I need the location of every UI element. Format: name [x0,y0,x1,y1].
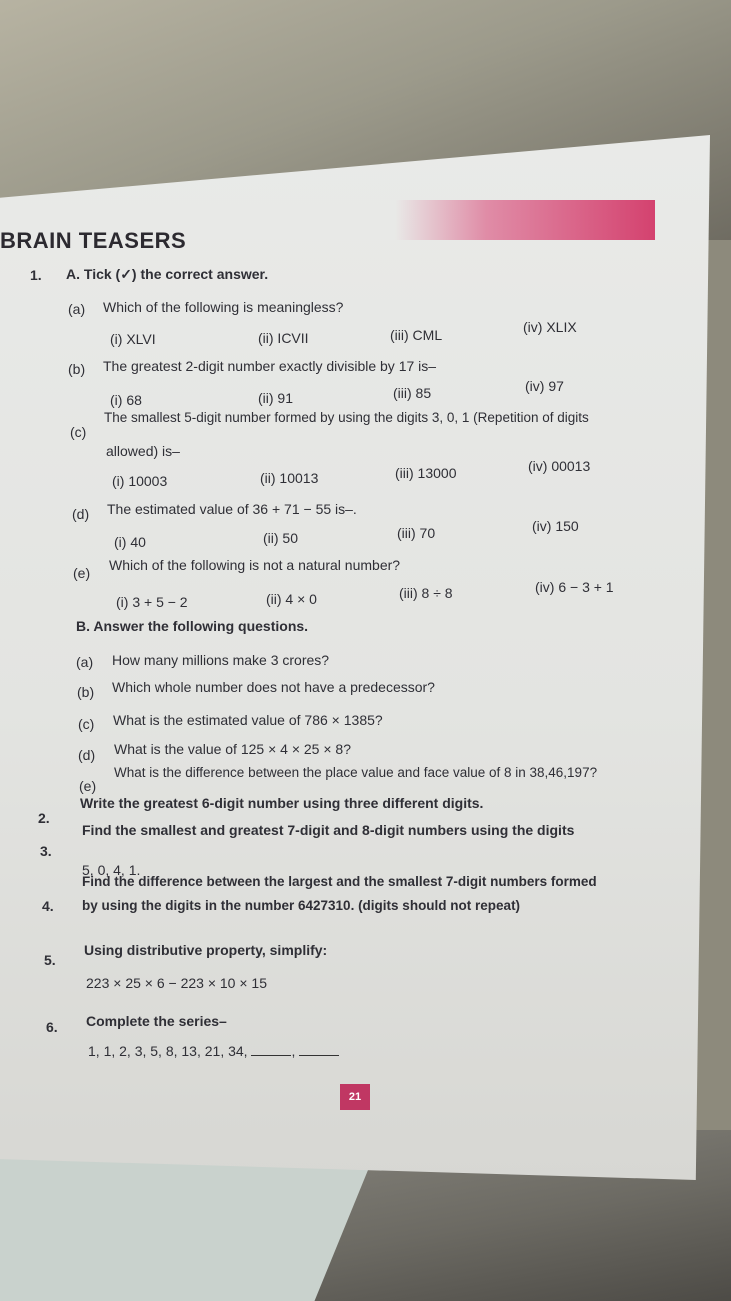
q1b-item-e-label: (e) [79,778,97,794]
q1e-label: (e) [73,565,91,581]
q1e-option-4[interactable]: (iv) 6 − 3 + 1 [535,579,614,595]
q1b-item-e-text: What is the difference between the place value and face value of 8 in 38,46,197? [114,765,598,780]
q1b-item-d-label: (d) [78,747,96,763]
q5-expression: 223 × 25 × 6 − 223 × 10 × 15 [86,975,267,991]
q1-part-a-heading: A. Tick (✓) the correct answer. [66,266,269,282]
page-title: BRAIN TEASERS [0,228,187,253]
q1b-item-c-text: What is the estimated value of 786 × 1385? [113,712,383,728]
q1c-option-2[interactable]: (ii) 10013 [260,470,319,486]
q1a-question: Which of the following is meaningless? [103,299,344,315]
q2-number: 2. [38,810,50,826]
q1c-option-1[interactable]: (i) 10003 [112,473,168,489]
q1d-option-1[interactable]: (i) 40 [114,534,146,550]
q1a-option-4[interactable]: (iv) XLIX [523,319,577,335]
q1b-item-b-label: (b) [77,684,95,700]
q1c-label: (c) [70,424,87,440]
q1c-option-4[interactable]: (iv) 00013 [528,458,591,474]
q1a-option-2[interactable]: (ii) ICVII [258,330,309,346]
q1a-option-3[interactable]: (iii) CML [390,327,443,343]
cloth [0,1150,370,1301]
q3-number: 3. [40,843,52,859]
q1d-option-4[interactable]: (iv) 150 [532,518,579,534]
q6-series-values: 1, 1, 2, 3, 5, 8, 13, 21, 34, [88,1043,248,1059]
page-number: 21 [340,1084,370,1110]
q1e-option-1[interactable]: (i) 3 + 5 − 2 [116,594,188,610]
q1c-option-3[interactable]: (iii) 13000 [395,465,457,481]
q3-line2: 5, 0, 4, 1. [82,862,141,878]
q1-number: 1. [30,267,42,283]
q6-series: 1, 1, 2, 3, 5, 8, 13, 21, 34, , [88,1043,339,1059]
q1d-option-2[interactable]: (ii) 50 [263,530,299,546]
q1b-question: The greatest 2-digit number exactly divisible by 17 is– [103,358,437,374]
q1b-item-c-label: (c) [78,716,95,732]
q4-line2: by using the digits in the number 6427310. (digits should not repeat) [82,898,521,913]
q1c-question-line2: allowed) is– [106,443,180,459]
q1b-label: (b) [68,361,86,377]
q1e-option-3[interactable]: (iii) 8 ÷ 8 [399,585,453,601]
q1-part-b-heading: B. Answer the following questions. [76,618,309,634]
q1b-item-b-text: Which whole number does not have a predecessor? [112,679,435,695]
q5-text: Using distributive property, simplify: [84,942,328,958]
q1b-option-1[interactable]: (i) 68 [110,392,142,408]
q1d-option-3[interactable]: (iii) 70 [397,525,436,541]
q5-number: 5. [44,952,56,968]
q1b-option-2[interactable]: (ii) 91 [258,390,294,406]
q6-blank-2[interactable] [299,1055,339,1056]
q6-number: 6. [46,1019,58,1035]
title-banner [395,200,655,240]
q4-number: 4. [42,898,54,914]
q1a-option-1[interactable]: (i) XLVI [110,331,156,347]
q1a-label: (a) [68,301,86,317]
q1b-option-3[interactable]: (iii) 85 [393,385,432,401]
q3-line1: Find the smallest and greatest 7-digit and 8-digit numbers using the digits [82,822,575,838]
q1b-item-a-text: How many millions make 3 crores? [112,652,330,668]
q1e-question: Which of the following is not a natural number? [109,557,401,573]
q1e-option-2[interactable]: (ii) 4 × 0 [266,591,317,607]
q1d-question: The estimated value of 36 + 71 − 55 is–. [107,501,357,517]
q4-line1: Find the difference between the largest and the smallest 7-digit numbers formed [82,874,597,889]
q1c-question-line1: The smallest 5-digit number formed by using the digits 3, 0, 1 (Repetition of digits [104,410,589,425]
q1b-item-a-label: (a) [76,654,94,670]
q2-text: Write the greatest 6-digit number using three different digits. [80,795,484,811]
q1b-option-4[interactable]: (iv) 97 [525,378,564,394]
q1b-item-d-text: What is the value of 125 × 4 × 25 × 8? [114,741,351,757]
q6-blank-1[interactable] [251,1055,291,1056]
q1d-label: (d) [72,506,90,522]
q6-text: Complete the series– [86,1013,227,1029]
